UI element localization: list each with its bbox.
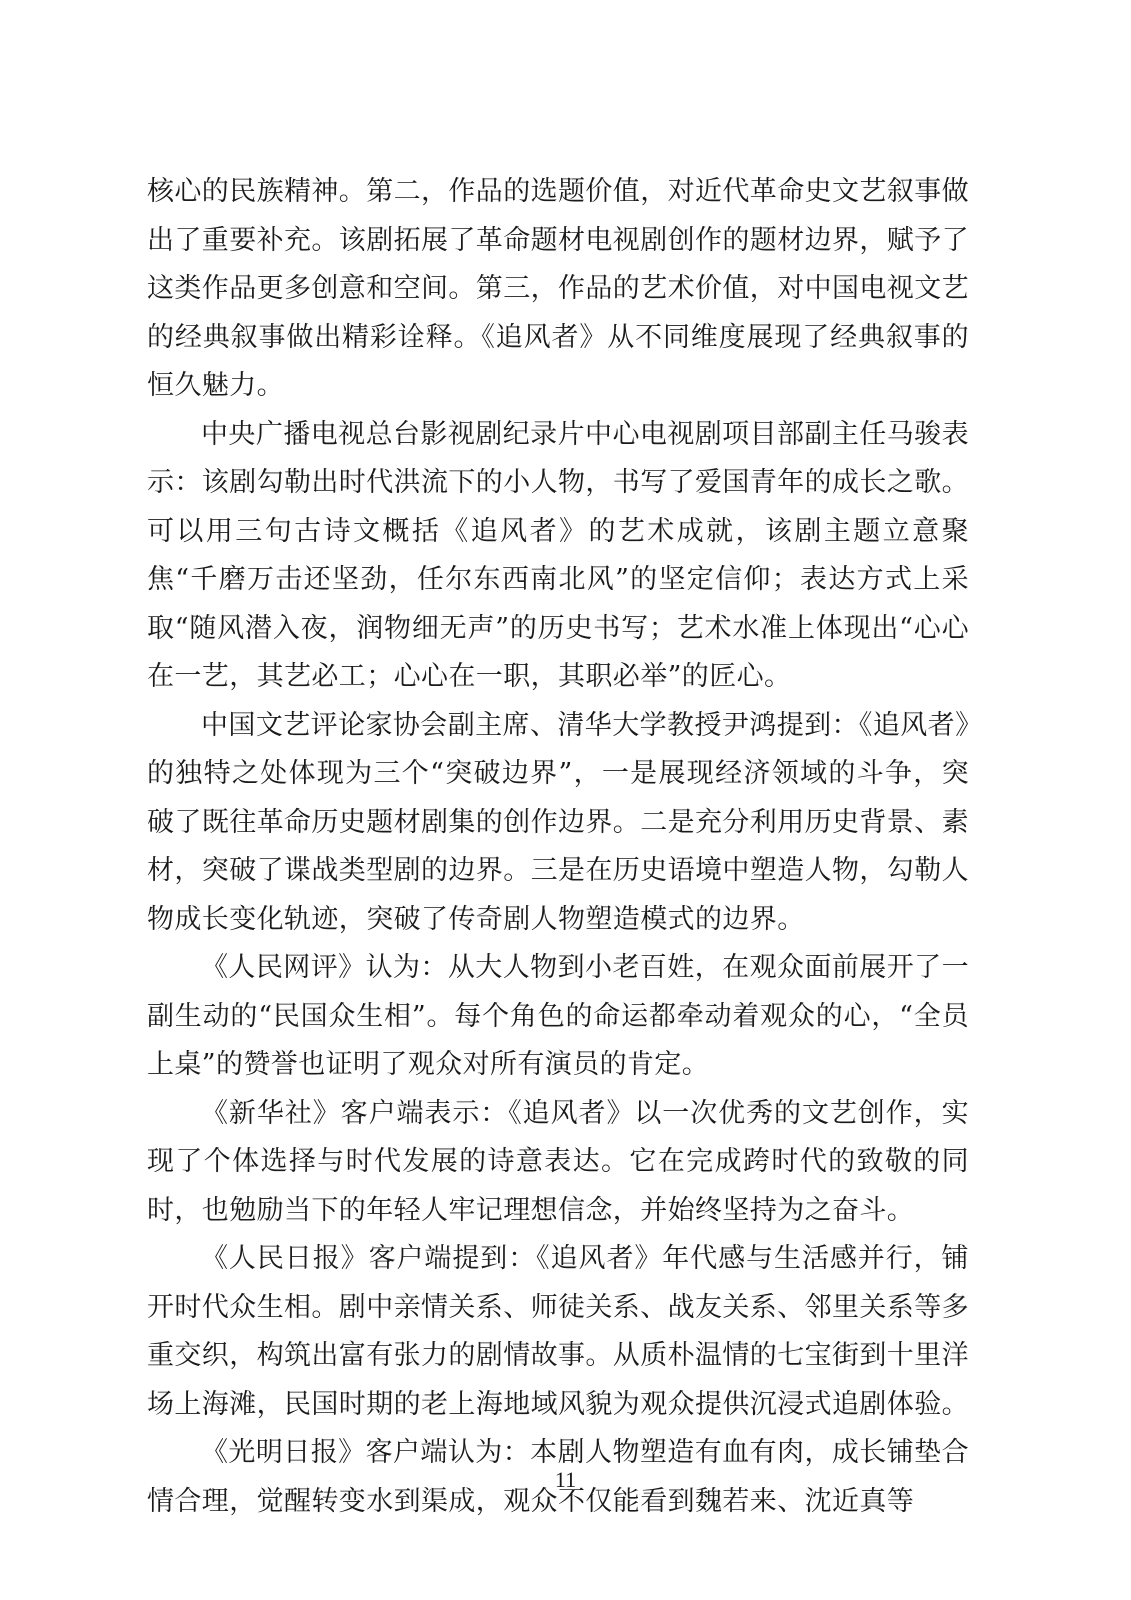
paragraph-xinhua-review: 《新华社》客户端表示：《追风者》以一次优秀的文艺创作，实现了个体选择与时代发展的诗意表达。它在完成跨时代的致敬的同时，也勉励当下的年轻人牢记理想信念，并始终坚持为之奋斗。 bbox=[147, 1097, 969, 1226]
page-number: 11 bbox=[554, 1467, 577, 1492]
paragraph-ma-jun-quote: 中央广播电视总台影视剧纪录片中心电视剧项目部副主任马骏表示：该剧勾勒出时代洪流下的小人物，书写了爱国青年的成长之歌。可以用三句古诗文概括《追风者》的艺术成就，该剧主题立意聚焦“千磨万击还坚劲，任尔东西南北风”的坚定信仰；表达方式上采取“随风潜入夜，润物细无声”的历史书写；艺术水准上体现出“心心在一艺，其艺必工；心心在一职，其职必举”的匠心。 bbox=[147, 418, 969, 692]
paragraph-continuation: 核心的民族精神。第二，作品的选题价值，对近代革命史文艺叙事做出了重要补充。该剧拓展了革命题材电视剧创作的题材边界，赋予了这类作品更多创意和空间。第三，作品的艺术价值，对中国电视文艺的经典叙事做出精彩诠释。《追风者》从不同维度展现了经典叙事的恒久魅力。 bbox=[147, 176, 969, 401]
paragraph-people-net-review: 《人民网评》认为：从大人物到小老百姓，在观众面前展开了一副生动的“民国众生相”。每个角色的命运都牵动着观众的心，“全员上桌”的赞誉也证明了观众对所有演员的肯定。 bbox=[147, 952, 969, 1080]
body-text bbox=[147, 168, 969, 1526]
paragraph-peoples-daily-review: 《人民日报》客户端提到：《追风者》年代感与生活感并行，铺开时代众生相。剧中亲情关系、师徒关系、战友关系、邻里关系等多重交织，构筑出富有张力的剧情故事。从质朴温情的七宝街到十里洋场上海滩，民国时期的老上海地域风貌为观众提供沉浸式追剧体验。 bbox=[147, 1243, 969, 1420]
paragraph-yin-hong-quote: 中国文艺评论家协会副主席、清华大学教授尹鸿提到：《追风者》的独特之处体现为三个“突破边界”，一是展现经济领域的斗争，突破了既往革命历史题材剧集的创作边界。二是充分利用历史背景、素材，突破了谍战类型剧的边界。三是在历史语境中塑造人物，勾勒人物成长变化轨迹，突破了传奇剧人物塑造模式的边界。 bbox=[147, 709, 969, 935]
paragraph-guangming-daily-review: 《光明日报》客户端认为：本剧人物塑造有血有肉，成长铺垫合情合理，觉醒转变水到渠成，观众不仅能看到魏若来、沈近真等 bbox=[147, 1437, 969, 1517]
